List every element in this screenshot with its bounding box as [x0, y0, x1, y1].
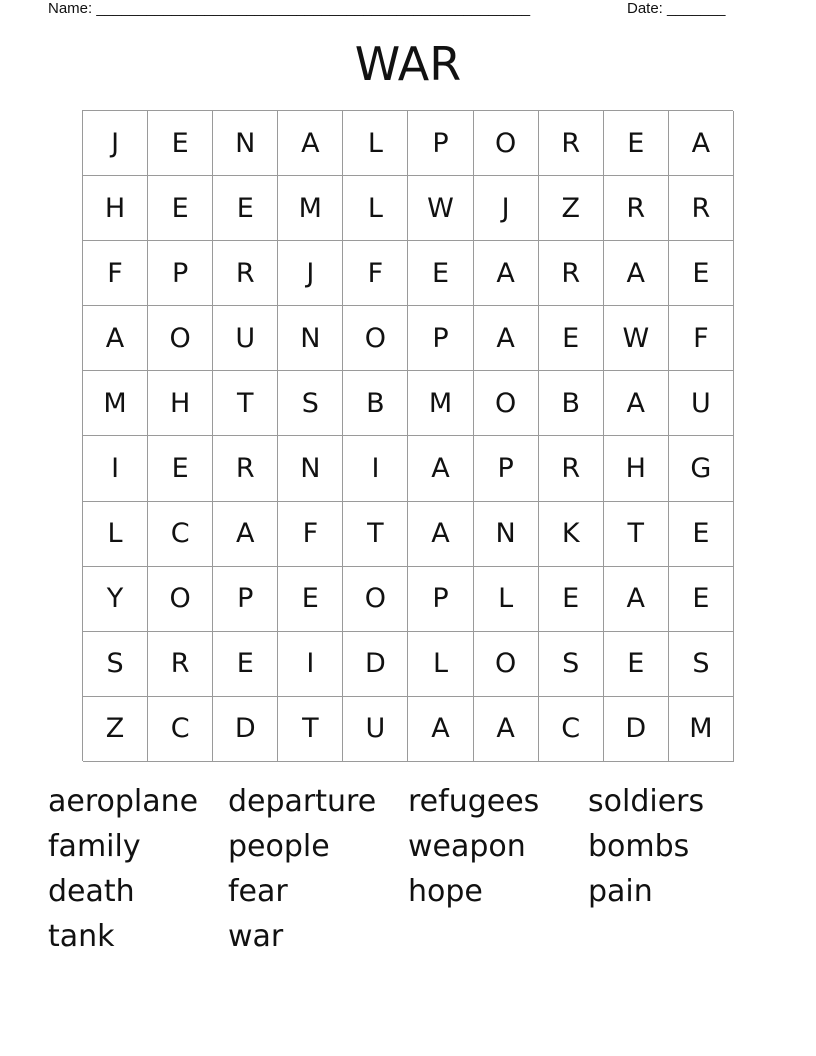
grid-cell[interactable]: H [604, 436, 669, 501]
grid-cell[interactable]: E [539, 567, 604, 632]
grid-cell[interactable]: E [539, 306, 604, 371]
grid-cell[interactable]: E [408, 241, 473, 306]
grid-cell[interactable]: J [278, 241, 343, 306]
grid-cell[interactable]: W [604, 306, 669, 371]
grid-cell[interactable]: H [148, 371, 213, 436]
grid-cell[interactable]: U [213, 306, 278, 371]
grid-cell[interactable]: E [213, 176, 278, 241]
grid-cell[interactable]: P [148, 241, 213, 306]
grid-cell[interactable]: J [83, 111, 148, 176]
grid-cell[interactable]: O [343, 306, 408, 371]
grid-cell[interactable]: A [604, 371, 669, 436]
grid-cell[interactable]: R [604, 176, 669, 241]
grid-cell[interactable]: A [474, 306, 539, 371]
grid-cell[interactable]: A [408, 436, 473, 501]
grid-cell[interactable]: D [604, 697, 669, 762]
word-bank-item: people [228, 829, 330, 864]
grid-cell[interactable]: I [278, 632, 343, 697]
grid-cell[interactable]: S [539, 632, 604, 697]
word-bank-item: tank [48, 919, 115, 954]
grid-cell[interactable]: L [83, 502, 148, 567]
grid-cell[interactable]: E [669, 567, 734, 632]
grid-cell[interactable]: I [343, 436, 408, 501]
grid-cell[interactable]: R [669, 176, 734, 241]
grid-cell[interactable]: S [669, 632, 734, 697]
grid-cell[interactable]: Y [83, 567, 148, 632]
grid-cell[interactable]: Z [539, 176, 604, 241]
grid-cell[interactable]: C [148, 697, 213, 762]
grid-cell[interactable]: A [474, 697, 539, 762]
grid-cell[interactable]: P [474, 436, 539, 501]
grid-cell[interactable]: T [278, 697, 343, 762]
grid-cell[interactable]: U [343, 697, 408, 762]
grid-cell[interactable]: N [213, 111, 278, 176]
word-bank-item: hope [408, 874, 483, 909]
word-bank-item: bombs [588, 829, 690, 864]
name-field-label: Name: ____________________________________________________ [48, 0, 531, 17]
grid-cell[interactable]: F [278, 502, 343, 567]
grid-cell[interactable]: I [83, 436, 148, 501]
grid-cell[interactable]: O [474, 371, 539, 436]
grid-cell[interactable]: T [343, 502, 408, 567]
grid-cell[interactable]: F [83, 241, 148, 306]
grid-cell[interactable]: K [539, 502, 604, 567]
grid-cell[interactable]: F [343, 241, 408, 306]
grid-cell[interactable]: G [669, 436, 734, 501]
grid-cell[interactable]: J [474, 176, 539, 241]
grid-cell[interactable]: S [278, 371, 343, 436]
grid-cell[interactable]: D [213, 697, 278, 762]
word-bank-item: weapon [408, 829, 526, 864]
grid-cell[interactable]: A [408, 502, 473, 567]
grid-cell[interactable]: N [474, 502, 539, 567]
grid-cell[interactable]: B [343, 371, 408, 436]
grid-cell[interactable]: P [213, 567, 278, 632]
grid-cell[interactable]: A [604, 241, 669, 306]
grid-cell[interactable]: T [213, 371, 278, 436]
grid-cell[interactable]: R [213, 436, 278, 501]
grid-cell[interactable]: L [474, 567, 539, 632]
grid-cell[interactable]: R [539, 241, 604, 306]
grid-cell[interactable]: M [408, 371, 473, 436]
grid-cell[interactable]: M [278, 176, 343, 241]
grid-cell[interactable]: R [148, 632, 213, 697]
grid-cell[interactable]: A [604, 567, 669, 632]
grid-cell[interactable]: A [408, 697, 473, 762]
word-bank-item: soldiers [588, 784, 705, 819]
word-bank-item: departure [228, 784, 377, 819]
grid-cell[interactable]: E [148, 176, 213, 241]
grid-cell[interactable]: E [669, 502, 734, 567]
grid-cell[interactable]: D [343, 632, 408, 697]
grid-cell[interactable]: A [213, 502, 278, 567]
grid-cell[interactable]: M [669, 697, 734, 762]
grid-cell[interactable]: H [83, 176, 148, 241]
grid-cell[interactable]: O [148, 306, 213, 371]
grid-cell[interactable]: T [604, 502, 669, 567]
grid-cell[interactable]: N [278, 436, 343, 501]
grid-cell[interactable]: S [83, 632, 148, 697]
grid-cell[interactable]: P [408, 306, 473, 371]
grid-cell[interactable]: L [408, 632, 473, 697]
grid-cell[interactable]: O [148, 567, 213, 632]
grid-cell[interactable]: C [148, 502, 213, 567]
word-bank-item: pain [588, 874, 653, 909]
grid-cell[interactable]: U [669, 371, 734, 436]
grid-cell[interactable]: M [83, 371, 148, 436]
grid-cell[interactable]: E [278, 567, 343, 632]
grid-cell[interactable]: A [83, 306, 148, 371]
grid-cell[interactable]: Z [83, 697, 148, 762]
grid-cell[interactable]: E [604, 111, 669, 176]
letter-grid [82, 110, 733, 761]
grid-cell[interactable]: E [669, 241, 734, 306]
grid-cell[interactable]: A [278, 111, 343, 176]
grid-cell[interactable]: R [539, 436, 604, 501]
grid-cell[interactable]: A [474, 241, 539, 306]
grid-cell[interactable]: O [343, 567, 408, 632]
grid-cell[interactable]: N [278, 306, 343, 371]
grid-cell[interactable]: C [539, 697, 604, 762]
word-bank-item: aeroplane [48, 784, 199, 819]
grid-cell[interactable]: E [213, 632, 278, 697]
grid-cell[interactable]: R [213, 241, 278, 306]
grid-cell[interactable]: P [408, 111, 473, 176]
grid-cell[interactable]: E [148, 436, 213, 501]
word-bank-item: death [48, 874, 135, 909]
word-bank-item: refugees [408, 784, 540, 819]
grid-cell[interactable]: P [408, 567, 473, 632]
word-bank [48, 782, 768, 962]
word-bank-item: war [228, 919, 284, 954]
grid-cell[interactable]: E [604, 632, 669, 697]
word-bank-item: fear [228, 874, 288, 909]
grid-cell[interactable]: F [669, 306, 734, 371]
grid-cell[interactable]: A [669, 111, 734, 176]
grid-cell[interactable]: E [148, 111, 213, 176]
grid-cell[interactable]: R [539, 111, 604, 176]
grid-cell[interactable]: B [539, 371, 604, 436]
word-bank-item: family [48, 829, 141, 864]
grid-cell[interactable]: W [408, 176, 473, 241]
grid-cell[interactable]: O [474, 632, 539, 697]
grid-cell[interactable]: L [343, 111, 408, 176]
date-field-label: Date: _______ [627, 0, 726, 17]
grid-cell[interactable]: L [343, 176, 408, 241]
page-title: WAR [354, 37, 462, 91]
grid-cell[interactable]: O [474, 111, 539, 176]
